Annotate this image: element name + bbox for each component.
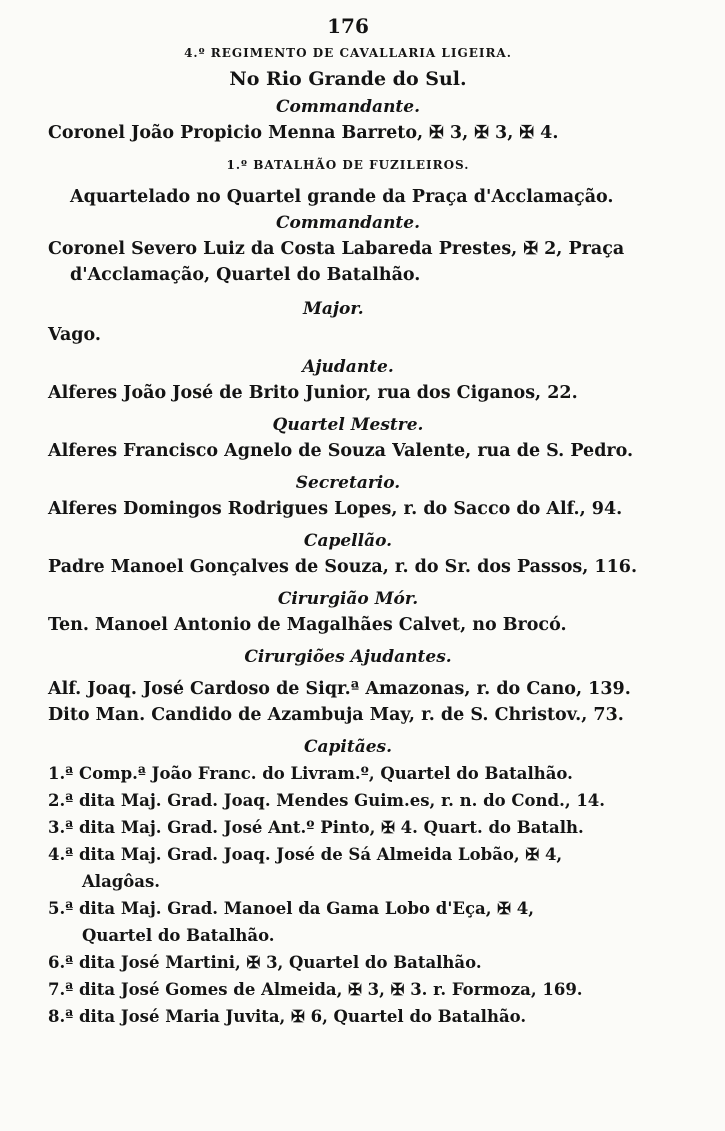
list-item: 8.ª dita José Maria Juvita, ✠ 6, Quartel do Batalhão. [48,1007,527,1026]
cirurgiao-mor-title: Cirurgião Mór. [277,589,419,609]
cirurgiao-mor-entry: Ten. Manoel Antonio de Magalhães Calvet, no Brocó. [48,615,567,635]
captains-list [48,760,648,1030]
secretario-entry: Alferes Domingos Rodrigues Lopes, r. do Sacco do Alf., 94. [48,499,623,519]
commandante-title: Commandante. [275,97,421,117]
regiment-heading: 4.º REGIMENTO DE CAVALLARIA LIGEIRA. [184,46,512,60]
capellao-entry: Padre Manoel Gonçalves de Souza, r. do Sr. dos Passos, 116. [48,557,638,577]
list-item: 5.ª dita Maj. Grad. Manoel da Gama Lobo d'Eça, ✠ 4, [48,899,534,918]
secretario-title: Secretario. [295,473,401,493]
capellao-title: Capellão. [303,531,393,551]
list-item-continuation: Quartel do Batalhão. [82,926,275,945]
major-entry: Vago. [48,325,102,345]
list-item: 2.ª dita Maj. Grad. Joaq. Mendes Guim.es, r. n. do Cond., 14. [48,791,606,810]
quartel-mestre-title: Quartel Mestre. [272,415,424,435]
page-number: 176 [327,14,369,38]
commandante-entry-2-line2: d'Acclamação, Quartel do Batalhão. [70,265,421,285]
cirurgiao-ajudante-entry-2: Dito Man. Candido de Azambuja May, r. de S. Christov., 73. [48,705,624,725]
quartel-mestre-entry: Alferes Francisco Agnelo de Souza Valente, rua de S. Pedro. [48,441,634,461]
list-item: 1.ª Comp.ª João Franc. do Livram.º, Quartel do Batalhão. [48,764,573,783]
location-heading: No Rio Grande do Sul. [229,68,467,90]
commandante-entry: Coronel João Propicio Menna Barreto, ✠ 3, ✠ 3, ✠ 4. [48,123,559,143]
commandante-entry-2-line1: Coronel Severo Luiz da Costa Labareda Prestes, ✠ 2, Praça [48,239,625,259]
list-item: 4.ª dita Maj. Grad. Joaq. José de Sá Almeida Lobão, ✠ 4, [48,845,563,864]
document-page [48,10,648,1030]
ajudante-title: Ajudante. [302,357,394,377]
cirurgiao-ajudante-entry-1: Alf. Joaq. José Cardoso de Siqr.ª Amazonas, r. do Cano, 139. [48,679,631,699]
list-item: 6.ª dita José Martini, ✠ 3, Quartel do Batalhão. [48,953,482,972]
list-item: 7.ª dita José Gomes de Almeida, ✠ 3, ✠ 3. r. Formoza, 169. [48,980,583,999]
commandante-title-2: Commandante. [275,213,421,233]
ajudante-entry: Alferes João José de Brito Junior, rua dos Ciganos, 22. [48,383,578,403]
major-title: Major. [303,299,364,319]
capitaes-title: Capitães. [303,737,393,757]
cirurgioes-ajudantes-title: Cirurgiões Ajudantes. [244,647,452,667]
list-item: 3.ª dita Maj. Grad. José Ant.º Pinto, ✠ 4. Quart. do Batalh. [48,818,584,837]
battalion-location: Aquartelado no Quartel grande da Praça d'Acclamação. [70,187,614,207]
list-item-continuation: Alagôas. [82,872,161,891]
battalion-heading: 1.º BATALHÃO DE FUZILEIROS. [226,158,470,172]
